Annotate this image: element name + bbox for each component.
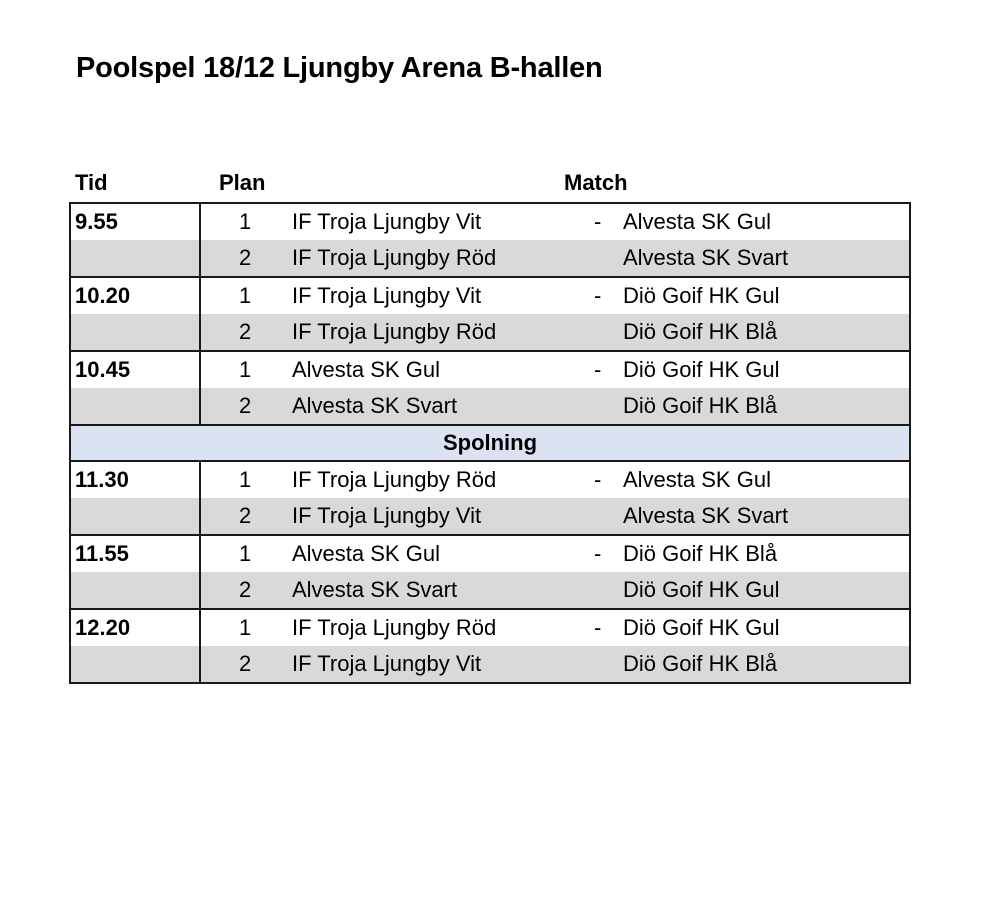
time-slot-group bbox=[71, 278, 909, 352]
plan-cell: 1 bbox=[239, 541, 252, 566]
home-team-cell: Alvesta SK Gul bbox=[292, 357, 440, 382]
home-team-cell: IF Troja Ljungby Röd bbox=[292, 615, 497, 640]
time-cell: 11.55 bbox=[75, 541, 129, 566]
away-team-cell: Diö Goif HK Gul bbox=[623, 615, 780, 640]
home-team-cell: IF Troja Ljungby Röd bbox=[292, 467, 497, 492]
versus-dash: - bbox=[594, 467, 602, 492]
time-slot-group bbox=[71, 610, 909, 684]
away-team-cell: Alvesta SK Svart bbox=[623, 503, 789, 528]
time-cell: 11.30 bbox=[75, 467, 129, 492]
table-row bbox=[71, 278, 909, 314]
away-team-cell: Alvesta SK Svart bbox=[623, 245, 789, 270]
table-row bbox=[71, 646, 909, 682]
time-slot-group bbox=[71, 536, 909, 610]
away-team-cell: Diö Goif HK Gul bbox=[623, 357, 780, 382]
home-team-cell: Alvesta SK Gul bbox=[292, 541, 440, 566]
plan-cell: 2 bbox=[239, 577, 252, 602]
away-team-cell: Diö Goif HK Blå bbox=[623, 541, 778, 566]
home-team-cell: Alvesta SK Svart bbox=[292, 577, 458, 602]
time-cell: 9.55 bbox=[75, 209, 118, 234]
table-row bbox=[71, 352, 909, 388]
time-cell: 10.45 bbox=[75, 357, 131, 382]
column-header-plan: Plan bbox=[219, 170, 266, 195]
away-team-cell: Alvesta SK Gul bbox=[623, 467, 771, 492]
plan-cell: 2 bbox=[239, 245, 252, 270]
away-team-cell: Diö Goif HK Gul bbox=[623, 577, 780, 602]
plan-cell: 2 bbox=[239, 319, 252, 344]
table-row bbox=[71, 536, 909, 572]
page-title: Poolspel 18/12 Ljungby Arena B-hallen bbox=[76, 52, 603, 84]
table-row bbox=[71, 388, 909, 424]
plan-cell: 1 bbox=[239, 283, 252, 308]
home-team-cell: IF Troja Ljungby Vit bbox=[292, 503, 482, 528]
table-row bbox=[71, 572, 909, 608]
away-team-cell: Alvesta SK Gul bbox=[623, 209, 771, 234]
column-header-match: Match bbox=[564, 170, 628, 195]
versus-dash: - bbox=[594, 357, 602, 382]
schedule-table bbox=[69, 202, 911, 684]
table-row bbox=[71, 498, 909, 534]
away-team-cell: Diö Goif HK Blå bbox=[623, 319, 778, 344]
plan-cell: 2 bbox=[239, 393, 252, 418]
time-slot-group bbox=[71, 352, 909, 426]
table-row bbox=[71, 314, 909, 350]
away-team-cell: Diö Goif HK Blå bbox=[623, 393, 778, 418]
versus-dash: - bbox=[594, 209, 602, 234]
table-row bbox=[71, 204, 909, 240]
plan-cell: 1 bbox=[239, 357, 252, 382]
plan-cell: 1 bbox=[239, 467, 252, 492]
home-team-cell: IF Troja Ljungby Röd bbox=[292, 245, 497, 270]
table-row bbox=[71, 240, 909, 276]
versus-dash: - bbox=[594, 541, 602, 566]
home-team-cell: IF Troja Ljungby Vit bbox=[292, 209, 482, 234]
versus-dash: - bbox=[594, 615, 602, 640]
table-row bbox=[71, 610, 909, 646]
away-team-cell: Diö Goif HK Gul bbox=[623, 283, 780, 308]
away-team-cell: Diö Goif HK Blå bbox=[623, 651, 778, 676]
time-cell: 12.20 bbox=[75, 615, 131, 640]
time-slot-group bbox=[71, 462, 909, 536]
time-cell: 10.20 bbox=[75, 283, 131, 308]
break-row-spolning: Spolning bbox=[71, 426, 909, 462]
table-row bbox=[71, 462, 909, 498]
time-slot-group bbox=[71, 204, 909, 278]
plan-cell: 2 bbox=[239, 503, 252, 528]
plan-cell: 1 bbox=[239, 209, 252, 234]
versus-dash: - bbox=[594, 283, 602, 308]
plan-cell: 2 bbox=[239, 651, 252, 676]
plan-cell: 1 bbox=[239, 615, 252, 640]
home-team-cell: IF Troja Ljungby Röd bbox=[292, 319, 497, 344]
home-team-cell: IF Troja Ljungby Vit bbox=[292, 283, 482, 308]
home-team-cell: Alvesta SK Svart bbox=[292, 393, 458, 418]
column-header-tid: Tid bbox=[75, 170, 108, 195]
home-team-cell: IF Troja Ljungby Vit bbox=[292, 651, 482, 676]
